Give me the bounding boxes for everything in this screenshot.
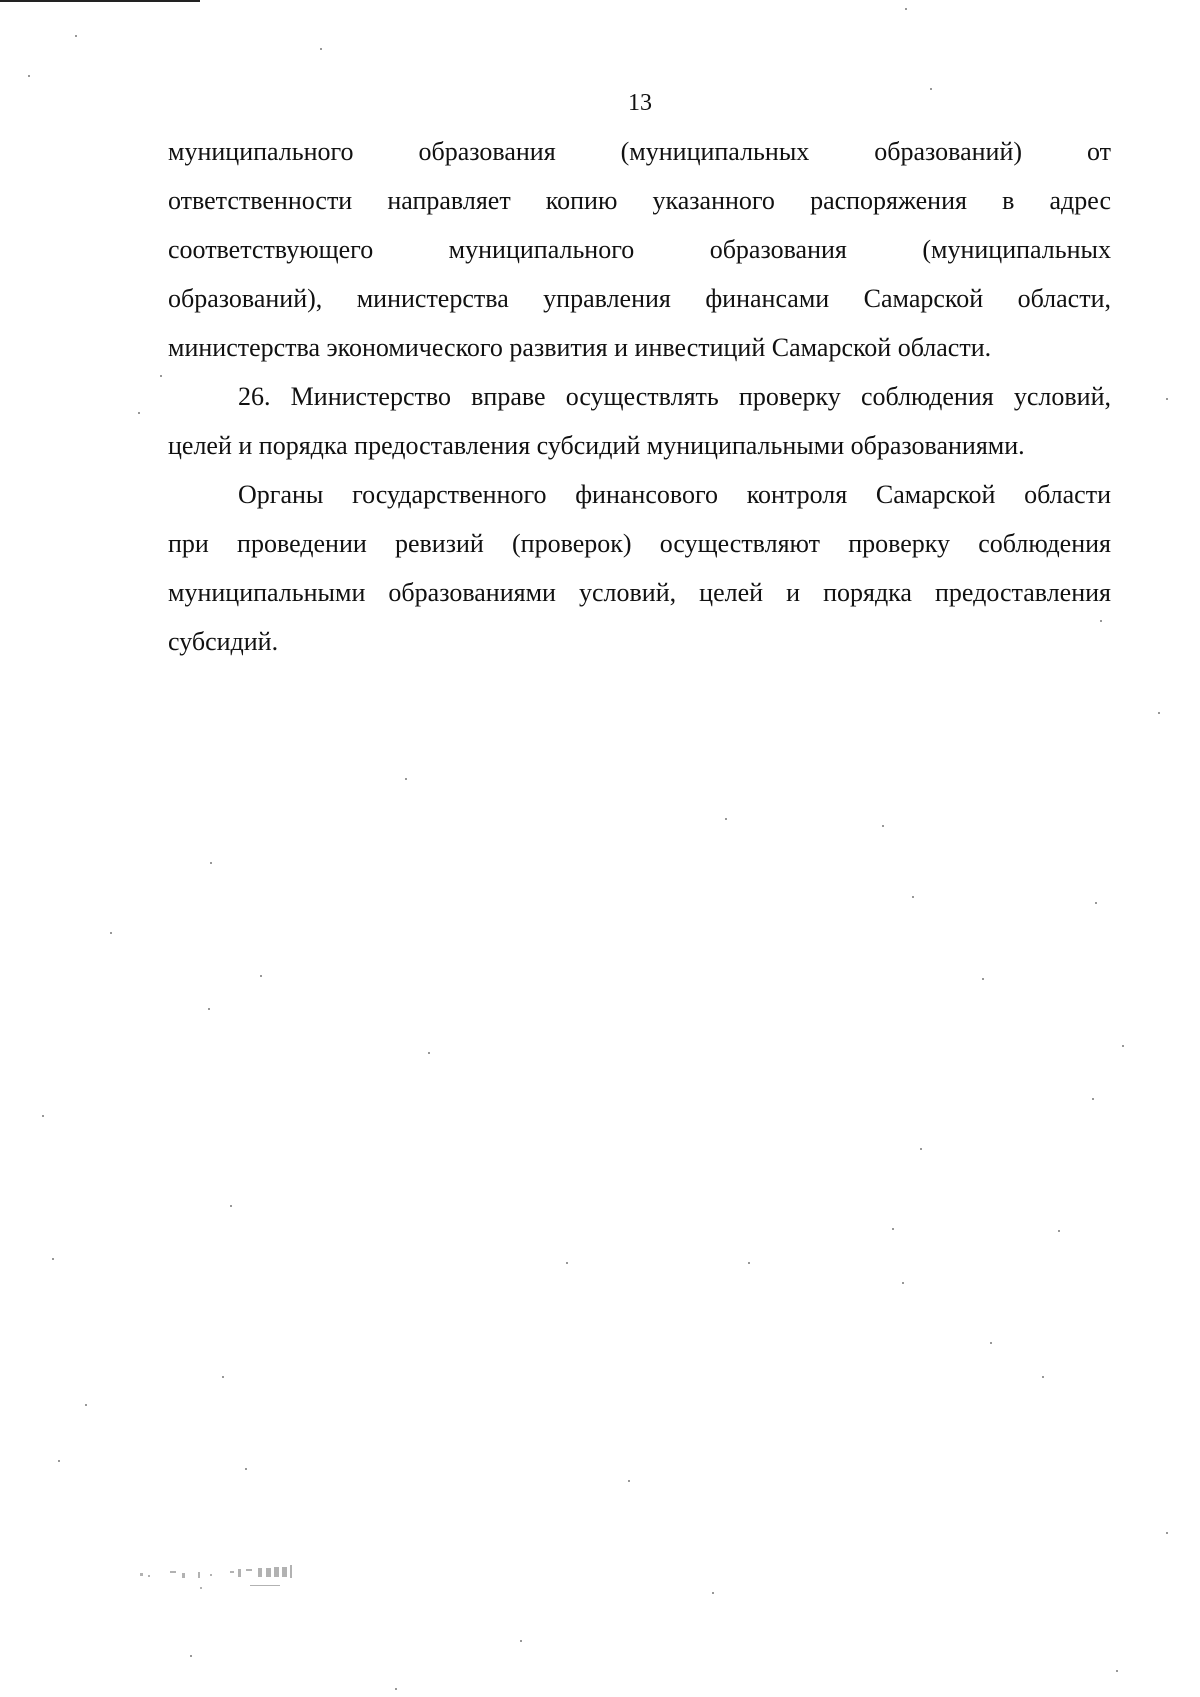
scan-speck (628, 1480, 630, 1482)
text-line: при проведении ревизий (проверок) осуществляют проверку соблюдения (168, 529, 1111, 558)
scan-speck (222, 1376, 224, 1378)
text-line: образований), министерства управления финансами Самарской области, (168, 284, 1111, 313)
scan-speck (320, 48, 322, 50)
scan-speck (110, 932, 112, 934)
scan-speck (725, 818, 727, 820)
scan-speck (1100, 620, 1102, 622)
scan-speck (1095, 902, 1097, 904)
text-line: муниципального образования (муниципальных образований) от (168, 137, 1111, 166)
scan-speck (982, 978, 984, 980)
scan-speck (405, 778, 407, 780)
scan-speck (208, 1008, 210, 1010)
scan-speck (75, 35, 77, 37)
text-line: 26. Министерство вправе осуществлять проверку соблюдения условий, (238, 382, 1111, 411)
scan-speck (1058, 1230, 1060, 1232)
scan-speck (520, 1640, 522, 1642)
document-body (168, 127, 1111, 666)
scan-speck (1122, 1045, 1124, 1047)
scan-speck (902, 1282, 904, 1284)
page-number: 13 (628, 90, 652, 116)
scan-speck (428, 1052, 430, 1054)
text-line: целей и порядка предоставления субсидий муниципальными образованиями. (168, 431, 1025, 460)
text-line: субсидий. (168, 627, 279, 656)
scan-speck (990, 1342, 992, 1344)
text-line: министерства экономического развития и инвестиций Самарской области. (168, 333, 992, 362)
scan-speck (892, 1228, 894, 1230)
paragraph-financial-control (168, 470, 1111, 666)
scan-edge-mark (0, 0, 200, 2)
scan-speck (1116, 1670, 1118, 1672)
scan-speck (52, 1258, 54, 1260)
scan-speck (930, 88, 932, 90)
paragraph-continuation (168, 127, 1111, 372)
scan-speck (1158, 712, 1160, 714)
text-line: соответствующего муниципального образования (муниципальных (168, 235, 1111, 264)
scan-speck (1166, 1532, 1168, 1534)
scan-speck (1166, 398, 1168, 400)
scan-speck (138, 412, 140, 414)
scan-speck (42, 1115, 44, 1117)
scan-speck (905, 8, 907, 10)
paragraph-26 (168, 372, 1111, 470)
scan-speck (28, 75, 30, 77)
scan-speck (160, 375, 162, 377)
scan-speck (58, 1460, 60, 1462)
scan-speck (190, 1655, 192, 1657)
scan-stamp-artifact (140, 1555, 420, 1595)
scan-speck (566, 1262, 568, 1264)
scan-speck (245, 1468, 247, 1470)
scan-speck (748, 1262, 750, 1264)
scan-speck (85, 1404, 87, 1406)
text-line: ответственности направляет копию указанного распоряжения в адрес (168, 186, 1111, 215)
text-line: муниципальными образованиями условий, целей и порядка предоставления (168, 578, 1111, 607)
scan-speck (912, 896, 914, 898)
scan-speck (920, 1148, 922, 1150)
scan-speck (210, 862, 212, 864)
scan-speck (882, 825, 884, 827)
text-line: Органы государственного финансового контроля Самарской области (238, 480, 1111, 509)
scan-speck (260, 975, 262, 977)
scan-speck (712, 1592, 714, 1594)
scan-speck (1042, 1376, 1044, 1378)
scan-speck (230, 1205, 232, 1207)
scan-speck (1092, 1098, 1094, 1100)
scan-speck (395, 1688, 397, 1690)
